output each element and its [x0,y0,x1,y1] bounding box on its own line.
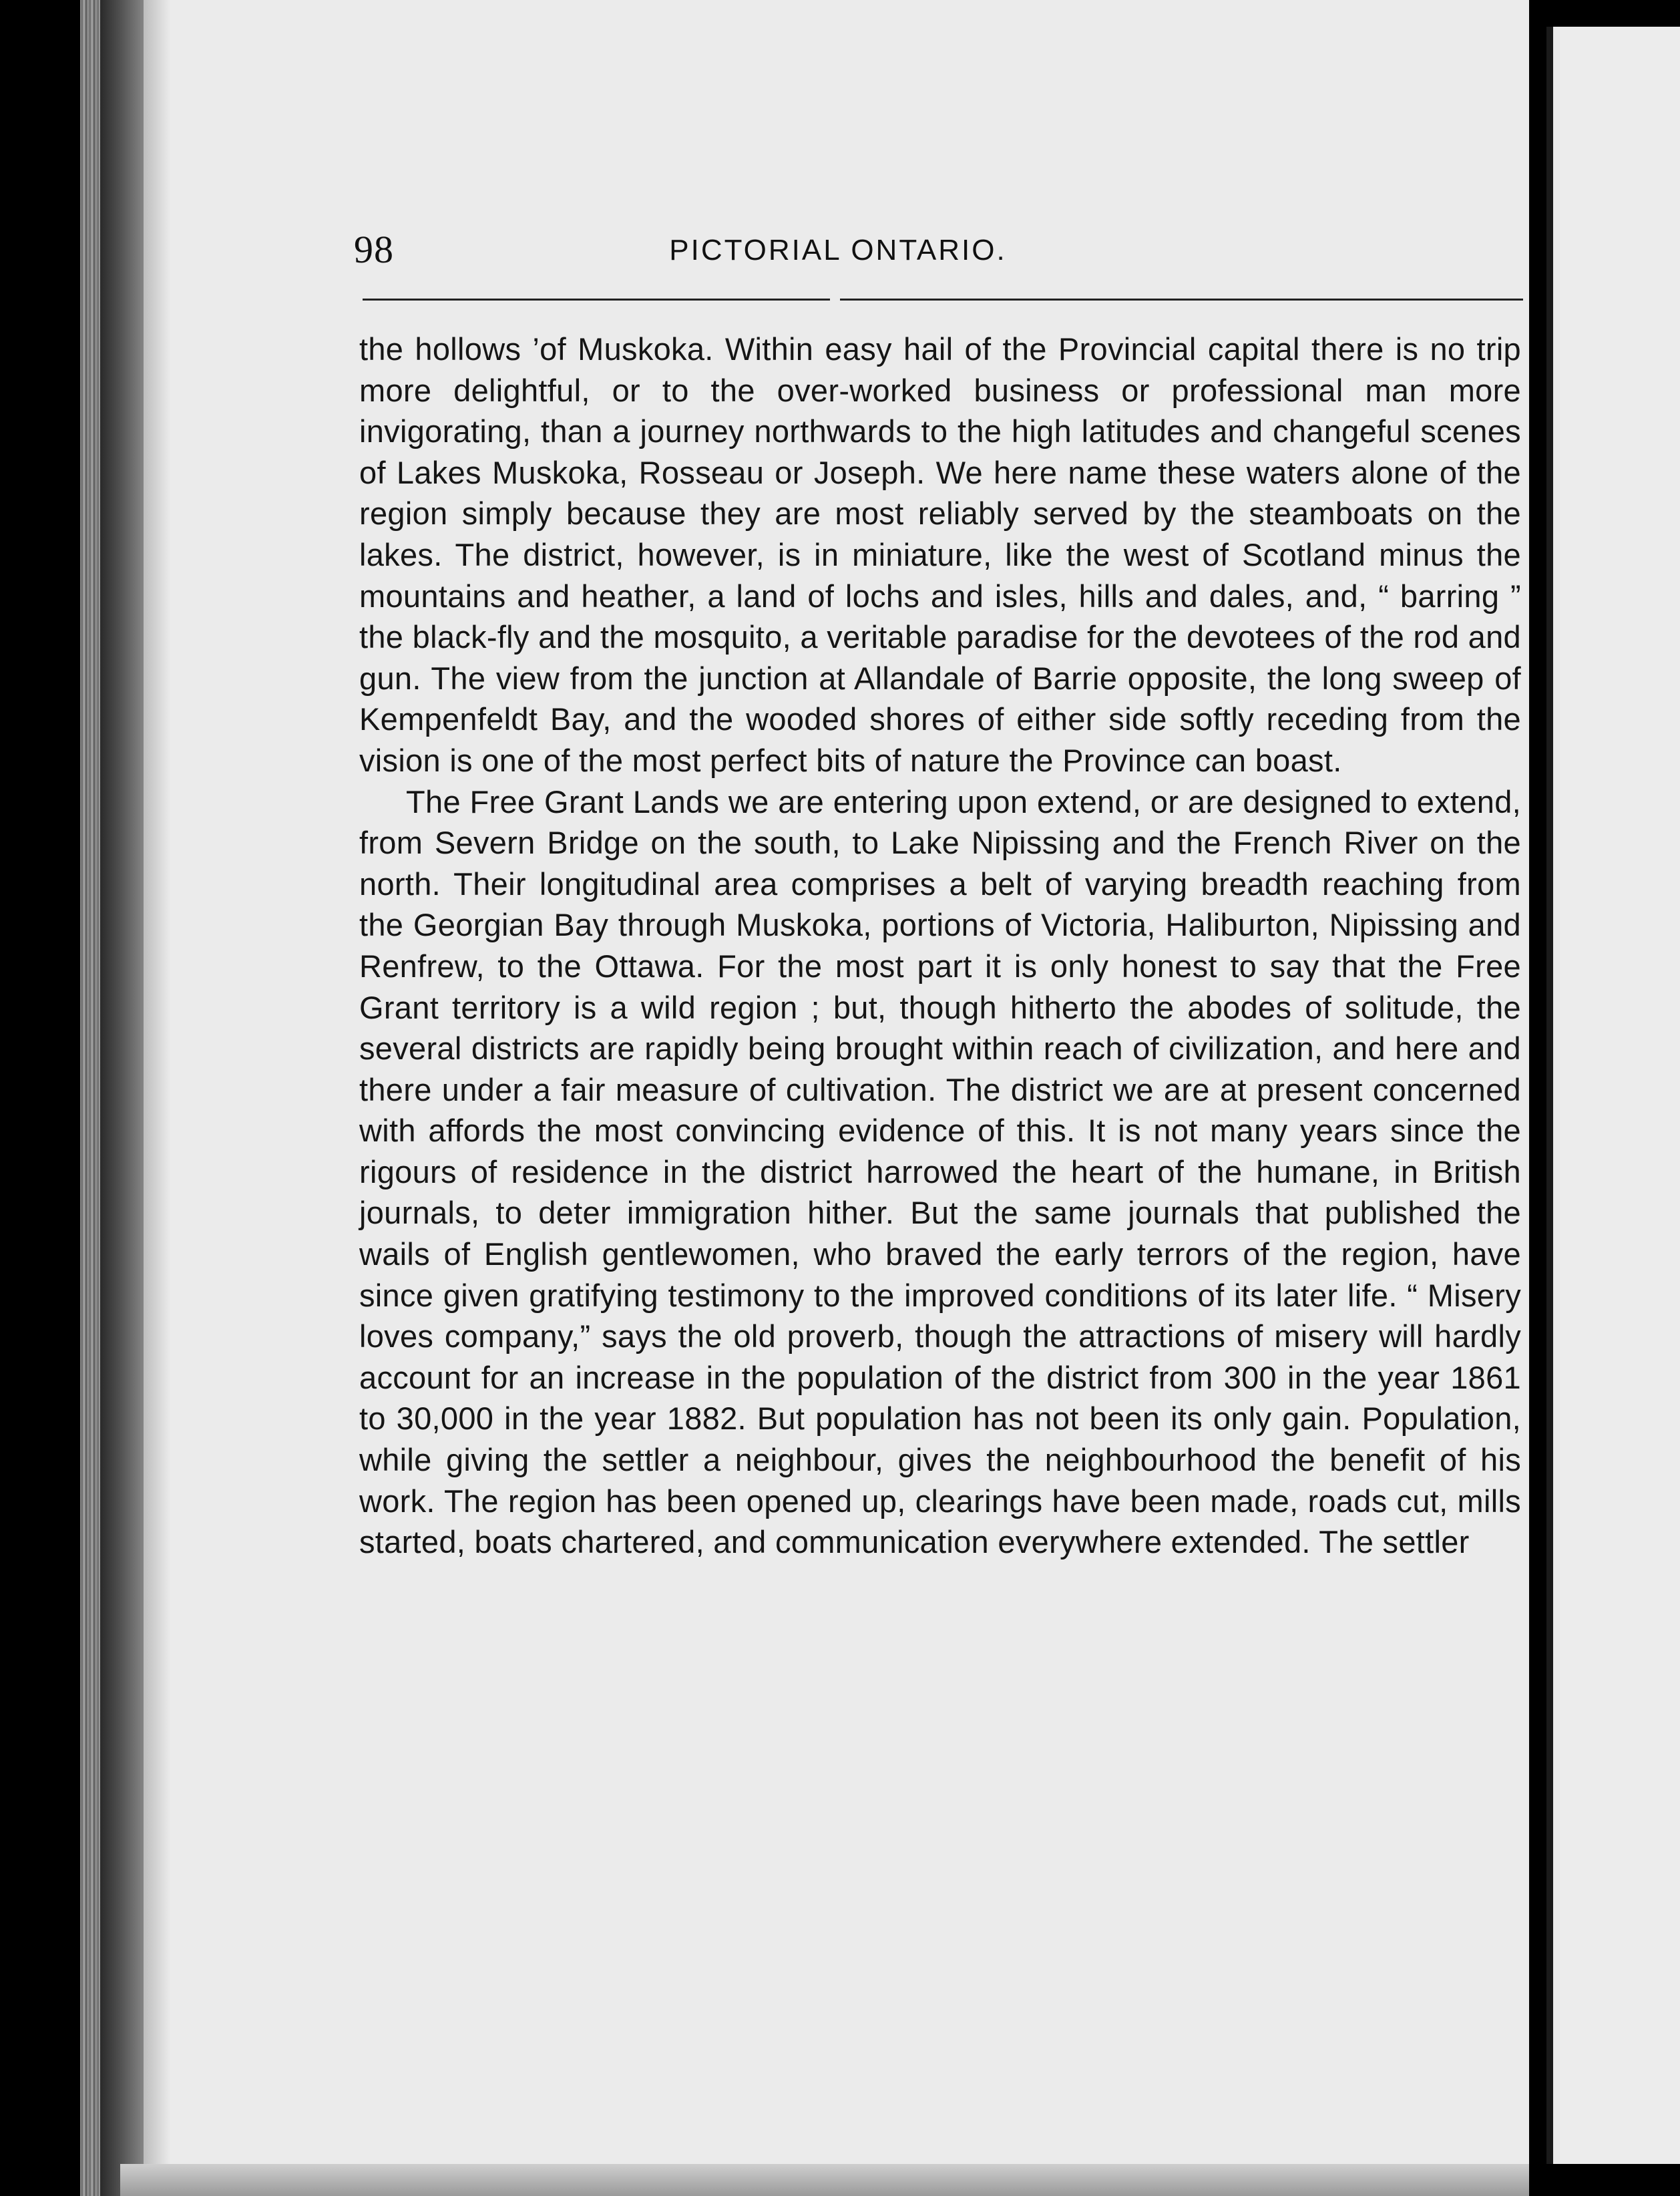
header-rule-right [840,299,1523,301]
page-number: 98 [354,228,394,271]
facing-page-sliver [1549,27,1680,2164]
facing-page-edge [1546,27,1553,2164]
header-rule-left [363,299,830,301]
page-gutter-shade [144,0,170,2196]
binding-dark-margin [0,0,80,2196]
paragraph-free-grant-lands: The Free Grant Lands we are entering upon extend, or are designed to extend, from Severn Bridge on the south, to Lake Nipissing and the French River on the north. Their longitudinal area comprises a belt of varying breadth reaching from the Georgian Bay through Muskoka, portions of Victoria, Haliburton, Nipissing and Renfrew, to the Ottawa. For the most part it is only honest to say that the Free Grant territory is a wild region ; but, though hitherto the abodes of solitude, the several districts are rapidly being brought within reach of civilization, and here and there under a fair measure of cultivation. The district we are at present concerned with affords the most convincing evidence of this. It is not many years since the rigours of residence in the district harrowed the heart of the humane, in British journals, to deter immigration hither. But the same journals that published the wails of English gentlewomen, who braved the early terrors of the region, have since given gratifying testimony to the improved conditions of its later life. “ Misery loves company,” says the old proverb, though the attractions of misery will hardly account for an increase in the population of the district from 300 in the year 1861 to 30,000 in the year 1882. But population has not been its only gain. Population, while giving the settler a neighbour, gives the neighbourhood the benefit of his work. The region has been opened up, clearings have been made, roads cut, mills started, boats chartered, and communication everywhere extended. The settler [359,783,1521,1560]
page-header [144,227,1532,281]
book-page [144,0,1532,2196]
page-bottom-edge [120,2164,1536,2196]
paragraph-continued: the hollows ’of Muskoka. Within easy hail of the Provincial capital there is no trip more delightful, or to the over-worked business or professional man more invigorating, than a journey northwards to the high latitudes and changeful scenes of Lakes Muskoka, Rosseau or Joseph. We here name these waters alone of the region simply because they are most reliably served by the steamboats on the lakes. The district, however, is in miniature, like the west of Scotland minus the mountains and heather, a land of lochs and isles, hills and dales, and, “ barring ” the black-fly and the mosquito, a veritable paradise for the devotees of the rod and gun. The view from the junction at Allandale of Barrie opposite, the long sweep of Kempenfeldt Bay, and the wooded shores of either side softly receding from the vision is one of the most perfect bits of nature the Province can boast. [359,331,1521,778]
binding-shadow [100,0,147,2196]
running-title: PICTORIAL ONTARIO. [669,234,1007,266]
body-text [359,329,1521,1563]
